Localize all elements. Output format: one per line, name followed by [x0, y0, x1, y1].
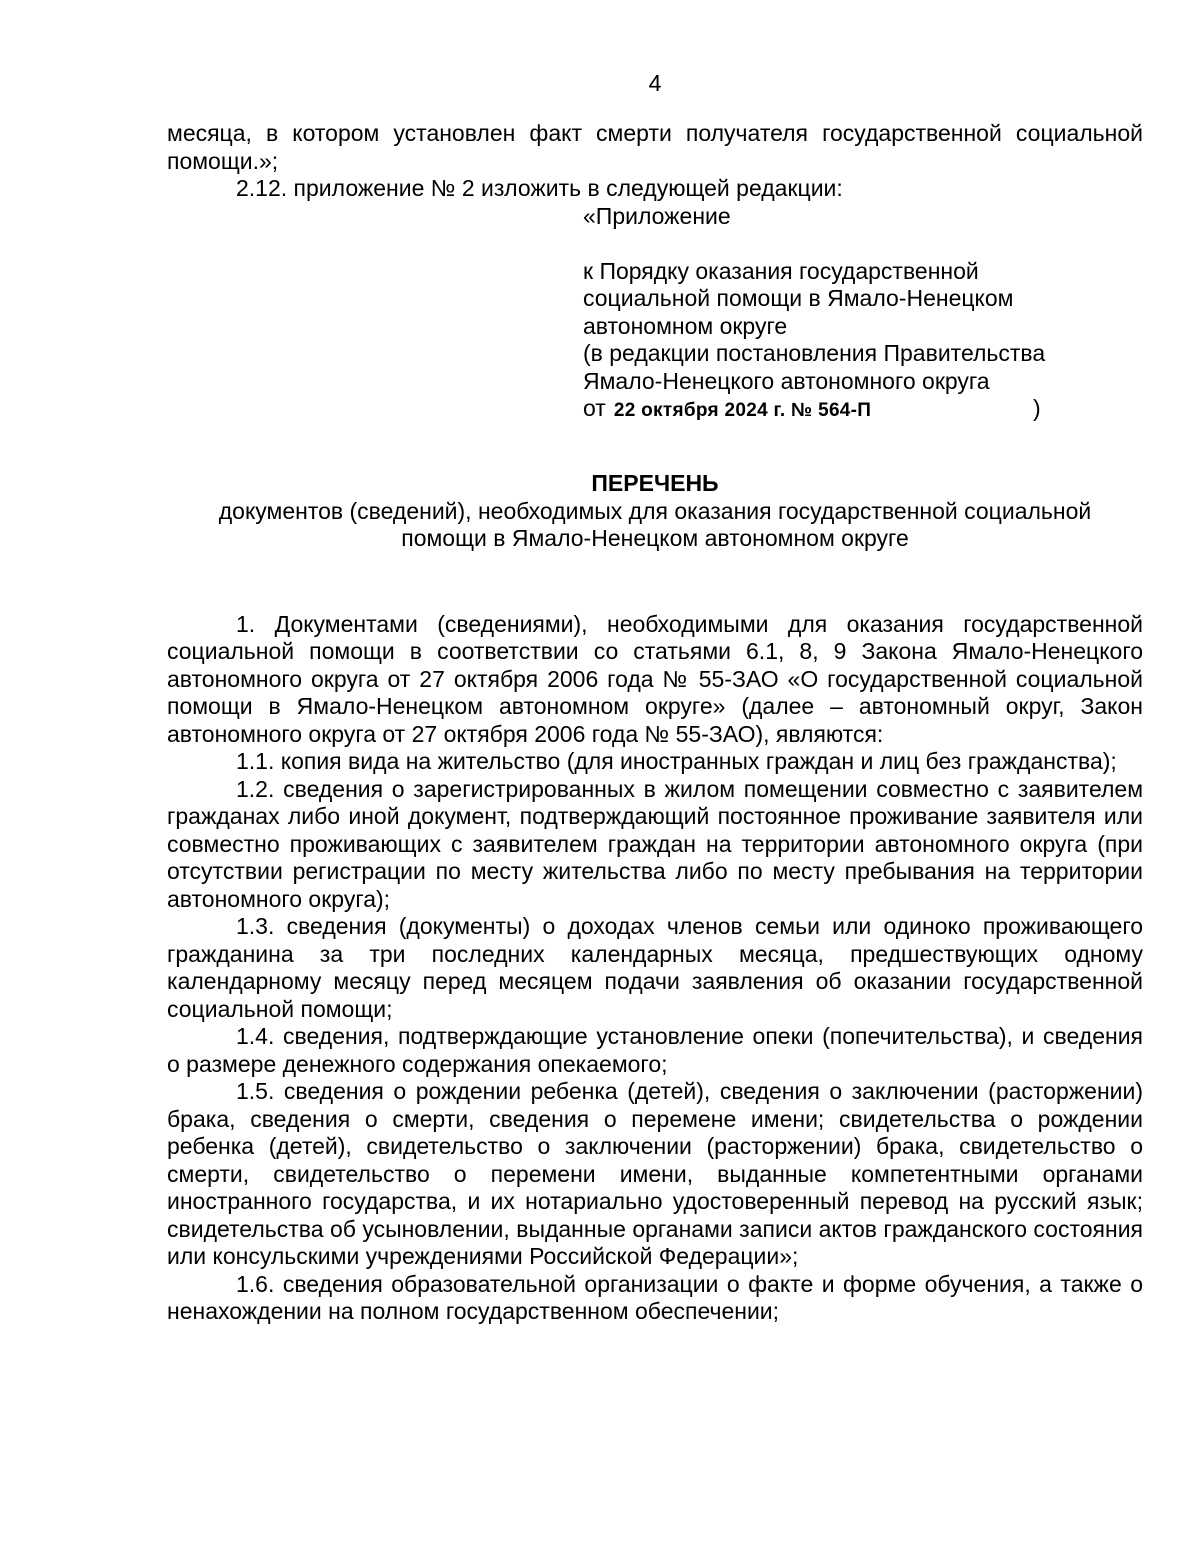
item-number: 1.4.: [236, 1023, 275, 1049]
list-item: [167, 1023, 1143, 1078]
item-2-12: 2.12. приложение № 2 изложить в следующей редакции:: [236, 175, 843, 201]
list-item: [167, 748, 1143, 776]
appendix-block: [583, 203, 1143, 428]
continuation-paragraph: месяца, в котором установлен факт смерти получателя государственной социальной помощи.»;: [167, 120, 1143, 174]
item-text: сведения о зарегистрированных в жилом помещении совместно с заявителем гражданах либо иной документ, подтверждающий постоянное проживание заявителя или совместно проживающих с заявителем граждан на территории автономного округа (при отсутствии регистрации по месту жительства либо по месту пребывания на территории автономного округа);: [167, 775, 1144, 912]
resolution-date: 22 октября 2024 г. № 564-П: [613, 400, 872, 421]
item-text: сведения (документы) о доходах членов семьи или одиноко проживающего гражданина за три последних календарных месяца, предшествующих одному календарному месяцу перед месяцем подачи заявления об оказании государственной социальной помощи;: [167, 913, 1144, 1022]
item-text: сведения, подтверждающие установление опеки (попечительства), и сведения о размере денежного содержания опекаемого;: [167, 1023, 1143, 1077]
item-text: Документами (сведениями), необходимыми для оказания государственной социальной помощи в соответствии со статьями 6.1, 8, 9 Закона Ямало-Ненецкого автономного округа от 27 октября 2006 года № 55-ЗАО «О государственной социальной помощи в Ямало-Ненецком автономном округе» (далее – автономный округ, Закон автономного округа от 27 октября 2006 года № 55-ЗАО), являются:: [167, 610, 1143, 747]
list-item: [167, 1271, 1143, 1326]
item-number: 1.1.: [236, 748, 275, 774]
list-item: [167, 1078, 1143, 1271]
list-item: [167, 913, 1143, 1023]
document-subtitle-line1: документов (сведений), необходимых для оказания государственной социальной: [218, 497, 1092, 524]
appendix-line: к Порядку оказания государственной: [583, 257, 979, 284]
date-close-paren: ): [1033, 395, 1041, 421]
document-subtitle-line2: помощи в Ямало-Ненецком автономном округе: [401, 525, 909, 551]
item-number: 1.6.: [236, 1270, 275, 1297]
appendix-label: «Приложение: [583, 202, 731, 229]
page-number: 4: [648, 70, 662, 96]
document-body: [167, 120, 1143, 1326]
document-title: ПЕРЕЧЕНЬ: [591, 470, 719, 496]
item-number: 1.5.: [236, 1078, 275, 1104]
appendix-line: Ямало-Ненецкого автономного округа: [583, 367, 990, 394]
item-number: 1.2.: [236, 775, 275, 802]
item-number: 1.: [236, 610, 256, 637]
item-text: сведения образовательной организации о факте и форме обучения, а также о ненахождении на полном государственном обеспечении;: [167, 1270, 1143, 1324]
appendix-line: социальной помощи в Ямало-Ненецком: [583, 285, 1014, 311]
item-number: 1.3.: [236, 913, 275, 939]
item-text: копия вида на жительство (для иностранных граждан и лиц без гражданства);: [280, 748, 1117, 774]
date-prefix: от: [583, 395, 606, 421]
appendix-line: (в редакции постановления Правительства: [583, 340, 1046, 366]
resolution-date-line: [583, 395, 1143, 427]
appendix-line: автономном округе: [583, 312, 788, 339]
item-text: сведения о рождении ребенка (детей), сведения о заключении (расторжении) брака, сведения о смерти, сведения о перемене имени; свидетельства о рождении ребенка (детей), свидетельство о заключении (расторжении) брака, свидетельство о смерти, свидетельство о перемени имени, выданные компетентными органами иностранного государства, и их нотариально удостоверенный перевод на русский язык; свидетельства об усыновлении, выданные органами записи актов гражданского состояния или консульскими учреждениями Российской Федерации»;: [167, 1078, 1144, 1269]
list-item: [167, 611, 1143, 749]
list-item: [167, 776, 1143, 914]
documents-list: [167, 611, 1143, 1326]
